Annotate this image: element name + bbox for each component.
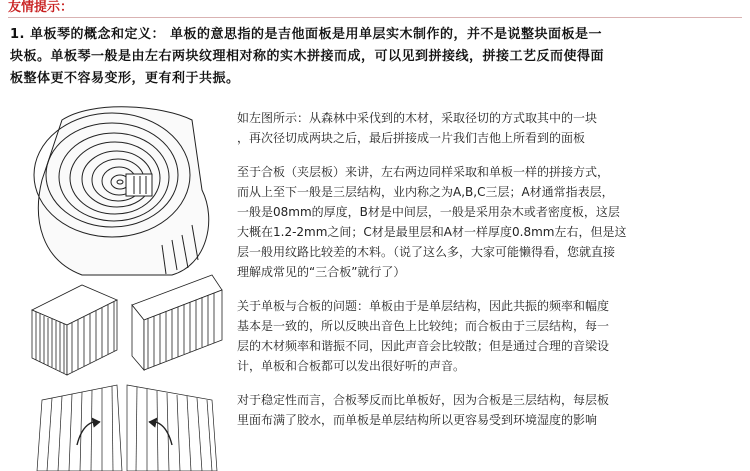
text-line: 关于单板与合板的问题：单板由于是单层结构，因此共振的频率和幅度 (237, 299, 610, 313)
text-line: 一般是08mm的厚度，B材是中间层，一般是采用杂木或者密度板，这层 (237, 205, 620, 219)
intro-line: 块板。单板琴一般是由左右两块纹理相对称的实木拼接而成，可以见到拼接线，拼接工艺反而使得面 (10, 49, 605, 64)
paragraph-plywood (237, 162, 742, 282)
intro-line: 板整体更不容易变形，更有利于共振。 (10, 71, 240, 86)
text-line: 至于合板（夹层板）来讲，左右两边同样采取和单板一样的拼接方式， (237, 165, 610, 179)
paragraph-resonance (237, 296, 742, 376)
text-line: 里面布满了胶水，而单板是单层结构所以更容易受到环境湿度的影响 (237, 413, 598, 427)
text-line: 如左图所示：从森林中采伐到的木材，采取径切的方式取其中的一块 (237, 111, 598, 125)
paragraph-stability (237, 390, 742, 430)
log-cutting-illustration (22, 100, 227, 471)
intro-line: 1. 单板琴的概念和定义： 单板的意思指的是吉他面板是用单层实木制作的，并不是说整块面板是一 (10, 27, 603, 42)
intro-paragraph (10, 24, 742, 90)
text-line: 大概在1.2-2mm之间；C材是最里层和A材一样厚度0.8mm左右，但是这 (237, 225, 627, 239)
divider (8, 17, 742, 18)
bookmatch-boards-icon (37, 385, 217, 471)
text-line: 层一般用纹路比较差的木料。（说了这么多，大家可能懒得看，您就直接 (237, 245, 616, 259)
text-line: 而从上至下一般是三层结构，业内称之为A,B,C三层；A材通常指表层， (237, 185, 614, 199)
text-line: ，再次径切成两块之后，最后拼接成一片我们吉他上所看到的面板 (237, 131, 586, 145)
body-text (237, 108, 742, 444)
board-block-right-icon (132, 275, 222, 370)
paragraph-cutting (237, 108, 742, 148)
tip-title: 友情提示： (8, 0, 74, 15)
log-icon (34, 107, 209, 275)
board-block-left-icon (32, 285, 117, 375)
text-line: 层的木材频率和谐振不同，因此声音会比较散；但是通过合理的音梁设 (237, 339, 610, 353)
text-line: 基本是一致的，所以反映出音色上比较纯；而合板由于三层结构，每一 (237, 319, 610, 333)
text-line: 理解成常见的“三合板”就行了） (237, 265, 406, 279)
text-line: 对于稳定性而言，合板琴反而比单板好，因为合板是三层结构，每层板 (237, 393, 610, 407)
text-line: 计，单板和合板都可以发出很好听的声音。 (237, 359, 466, 373)
